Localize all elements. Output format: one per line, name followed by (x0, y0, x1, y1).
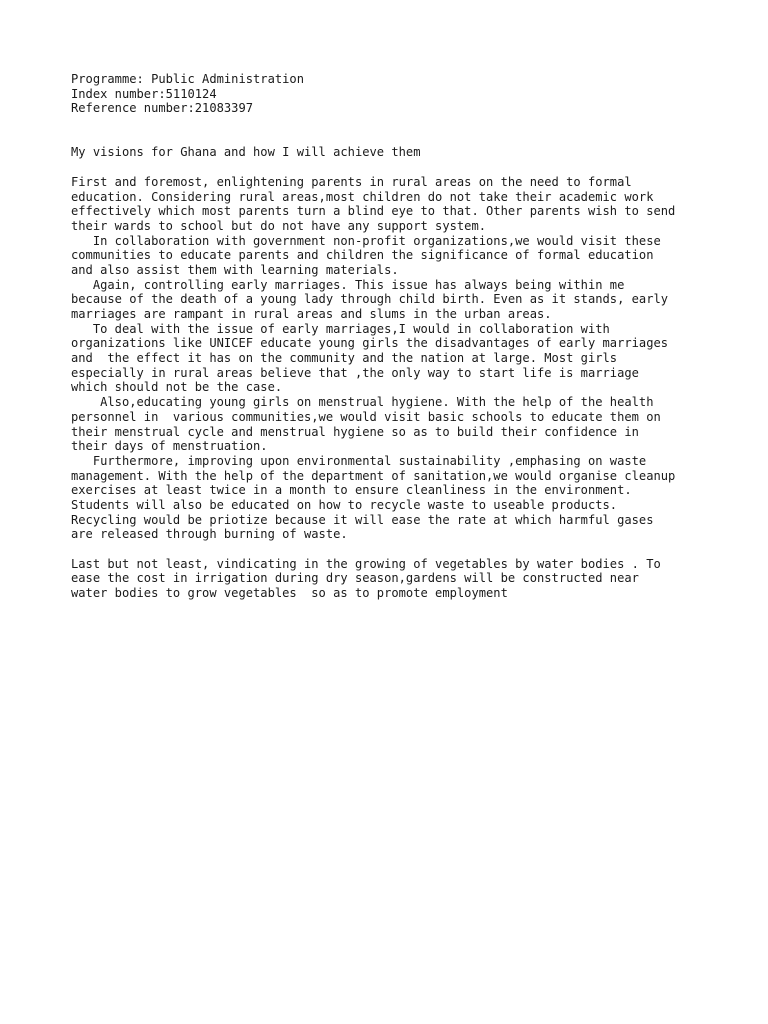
text-line: because of the death of a young lady through child birth. Even as it stands, early (71, 292, 669, 307)
text-line: Furthermore, improving upon environmental sustainability ,emphasing on waste (71, 453, 647, 468)
text-line: water bodies to grow vegetables so as to promote employment (71, 586, 508, 601)
paragraph-environment (71, 454, 711, 542)
text-line: communities to educate parents and children the significance of formal education (71, 248, 654, 263)
text-line: their menstrual cycle and menstrual hygiene so as to build their confidence in (71, 424, 639, 439)
text-line: and the effect it has on the community and the nation at large. Most girls (71, 351, 618, 366)
text-line: management. With the help of the department of sanitation,we would organise cleanup (71, 468, 676, 483)
document-page (71, 72, 711, 601)
text-line: their wards to school but do not have any support system. (71, 218, 487, 233)
index-number-line: Index number:5110124 (71, 86, 217, 101)
text-line: marriages are rampant in rural areas and slums in the urban areas. (71, 307, 552, 322)
text-line: Last but not least, vindicating in the growing of vegetables by water bodies . To (71, 556, 661, 571)
paragraph-menstrual-hygiene (71, 395, 711, 454)
text-line: Students will also be educated on how to recycle waste to useable products. (71, 497, 618, 512)
text-line: especially in rural areas believe that ,the only way to start life is marriage (71, 365, 639, 380)
programme-line: Programme: Public Administration (71, 72, 304, 86)
text-line: In collaboration with government non-profit organizations,we would visit these (71, 233, 661, 248)
text-line: ease the cost in irrigation during dry season,gardens will be constructed near (71, 571, 639, 586)
text-line: their days of menstruation. (71, 439, 268, 454)
document-title: My visions for Ghana and how I will achieve them (71, 145, 421, 160)
text-line: Recycling would be priotize because it will ease the rate at which harmful gases (71, 512, 654, 527)
text-line: First and foremost, enlightening parents in rural areas on the need to formal (71, 174, 632, 189)
text-line: exercises at least twice in a month to ensure cleanliness in the environment. (71, 483, 632, 498)
text-line: which should not be the case. (71, 380, 283, 395)
text-line: education. Considering rural areas,most children do not take their academic work (71, 189, 654, 204)
text-line: Also,educating young girls on menstrual hygiene. With the help of the health (71, 395, 654, 410)
paragraph-early-marriages (71, 278, 711, 322)
text-line: are released through burning of waste. (71, 527, 348, 542)
text-line: To deal with the issue of early marriages,I would in collaboration with (71, 321, 610, 336)
text-line: effectively which most parents turn a blind eye to that. Other parents wish to send (71, 204, 676, 219)
paragraph-education (71, 175, 711, 234)
text-line: personnel in various communities,we would visit basic schools to educate them on (71, 409, 661, 424)
paragraph-vegetables (71, 557, 711, 601)
paragraph-unicef (71, 322, 711, 395)
reference-number-line: Reference number:21083397 (71, 101, 254, 116)
text-line: Again, controlling early marriages. This issue has always being within me (71, 277, 625, 292)
paragraph-collaboration (71, 234, 711, 278)
text-line: and also assist them with learning materials. (71, 262, 399, 277)
text-line: organizations like UNICEF educate young girls the disadvantages of early marriages (71, 336, 669, 351)
